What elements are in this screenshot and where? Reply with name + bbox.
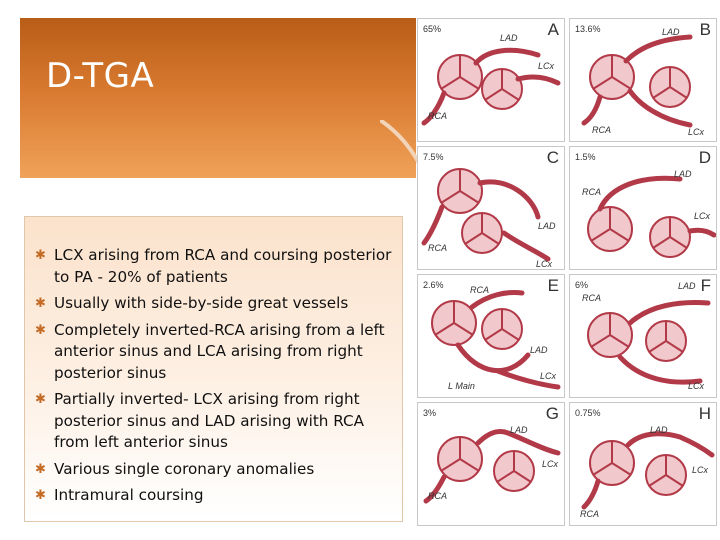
panel-letter: F [700, 276, 711, 295]
coronary-artery-path [630, 303, 708, 323]
artery-label: LCx [540, 371, 557, 381]
coronary-artery-path [628, 434, 712, 455]
coronary-artery-path [480, 182, 538, 217]
bullet-item [35, 485, 394, 507]
artery-label: LCx [688, 127, 705, 137]
artery-label: LCx [692, 465, 709, 475]
bullet-text: Usually with side-by-side great vessels [54, 294, 349, 312]
panel-percentage: 1.5% [575, 152, 596, 162]
asterisk-bullet-icon: ✱ [35, 322, 46, 338]
coronary-artery-path [690, 230, 714, 235]
asterisk-bullet-icon: ✱ [35, 392, 46, 407]
bullet-item [35, 293, 394, 315]
coronary-artery-path [518, 77, 558, 83]
artery-label: RCA [428, 491, 448, 501]
asterisk-bullet-icon: ✱ [35, 488, 46, 503]
artery-label: RCA [592, 125, 612, 135]
pattern-panel-g [417, 402, 565, 526]
artery-label: LAD [662, 27, 680, 37]
bullet-item [35, 459, 394, 481]
panel-letter: C [546, 148, 559, 167]
coronary-artery-path [504, 233, 548, 259]
artery-label: RCA [470, 285, 490, 295]
bullet-list [25, 217, 402, 507]
panel-percentage: 2.6% [423, 280, 444, 290]
panel-letter: B [699, 20, 711, 39]
panel-letter: G [545, 404, 559, 423]
bullet-item [35, 389, 394, 454]
bullet-item [35, 245, 394, 288]
pattern-panel-d [569, 146, 717, 270]
pattern-panel-b [569, 18, 717, 142]
bullet-text: Partially inverted- LCX arising from right posterior sinus and LAD arising with RCA from left anterior sinus [54, 390, 365, 451]
pattern-panel-a [417, 18, 565, 142]
artery-label: LAD [674, 169, 692, 179]
artery-label: LAD [678, 281, 696, 291]
coronary-artery-path [458, 345, 528, 371]
panel-percentage: 3% [423, 408, 437, 418]
bullet-text: LCX arising from RCA and coursing posterior to PA - 20% of patients [54, 246, 392, 286]
panel-percentage: 0.75% [575, 408, 601, 418]
artery-label: LCx [536, 259, 553, 269]
coronary-artery-path [424, 207, 442, 243]
artery-label: LCx [542, 459, 559, 469]
coronary-artery-path [584, 97, 600, 123]
artery-label: RCA [582, 293, 602, 303]
panel-letter: A [547, 20, 559, 39]
coronary-artery-path [584, 481, 598, 507]
coronary-artery-path [600, 178, 680, 209]
panel-percentage: 65% [423, 24, 442, 34]
artery-label: LAD [500, 33, 518, 43]
artery-label: RCA [428, 111, 448, 121]
pattern-panel-c [417, 146, 565, 270]
vessel-diagram [570, 19, 717, 142]
bullet-text: Intramural coursing [54, 486, 204, 504]
panel-letter: E [547, 276, 559, 295]
bullet-text: Completely inverted-RCA arising from a left anterior sinus and LCA arising from right posterior sinus [54, 320, 385, 382]
artery-label: RCA [580, 509, 600, 519]
asterisk-bullet-icon: ✱ [35, 248, 46, 263]
slide-title: D-TGA [46, 56, 155, 96]
vessel-diagram [418, 19, 565, 142]
artery-label: LAD [538, 221, 556, 231]
panel-letter: D [698, 148, 711, 167]
artery-label: RCA [582, 187, 602, 197]
artery-label: L Main [448, 381, 475, 391]
coronary-artery-path [476, 50, 538, 63]
panel-percentage: 6% [575, 280, 589, 290]
title-band [20, 18, 416, 178]
artery-label: LAD [650, 425, 668, 435]
bullet-item [35, 320, 394, 385]
artery-label: LCx [694, 211, 711, 221]
artery-label: LCx [538, 61, 555, 71]
vessel-diagram [570, 147, 717, 270]
pattern-panel-e [417, 274, 565, 398]
asterisk-bullet-icon: ✱ [35, 296, 46, 311]
asterisk-bullet-icon: ✱ [35, 461, 46, 477]
coronary-pattern-figure [417, 18, 719, 526]
panel-percentage: 13.6% [575, 24, 601, 34]
bullet-text: Various single coronary anomalies [54, 459, 315, 478]
pattern-panel-f [569, 274, 717, 398]
artery-label: LAD [530, 345, 548, 355]
pattern-panel-h [569, 402, 717, 526]
bullet-list-box [24, 216, 403, 522]
panel-percentage: 7.5% [423, 152, 444, 162]
panel-letter: H [698, 404, 711, 423]
artery-label: RCA [428, 243, 448, 253]
coronary-artery-path [626, 37, 690, 61]
artery-label: LCx [688, 381, 705, 391]
artery-label: LAD [510, 425, 528, 435]
